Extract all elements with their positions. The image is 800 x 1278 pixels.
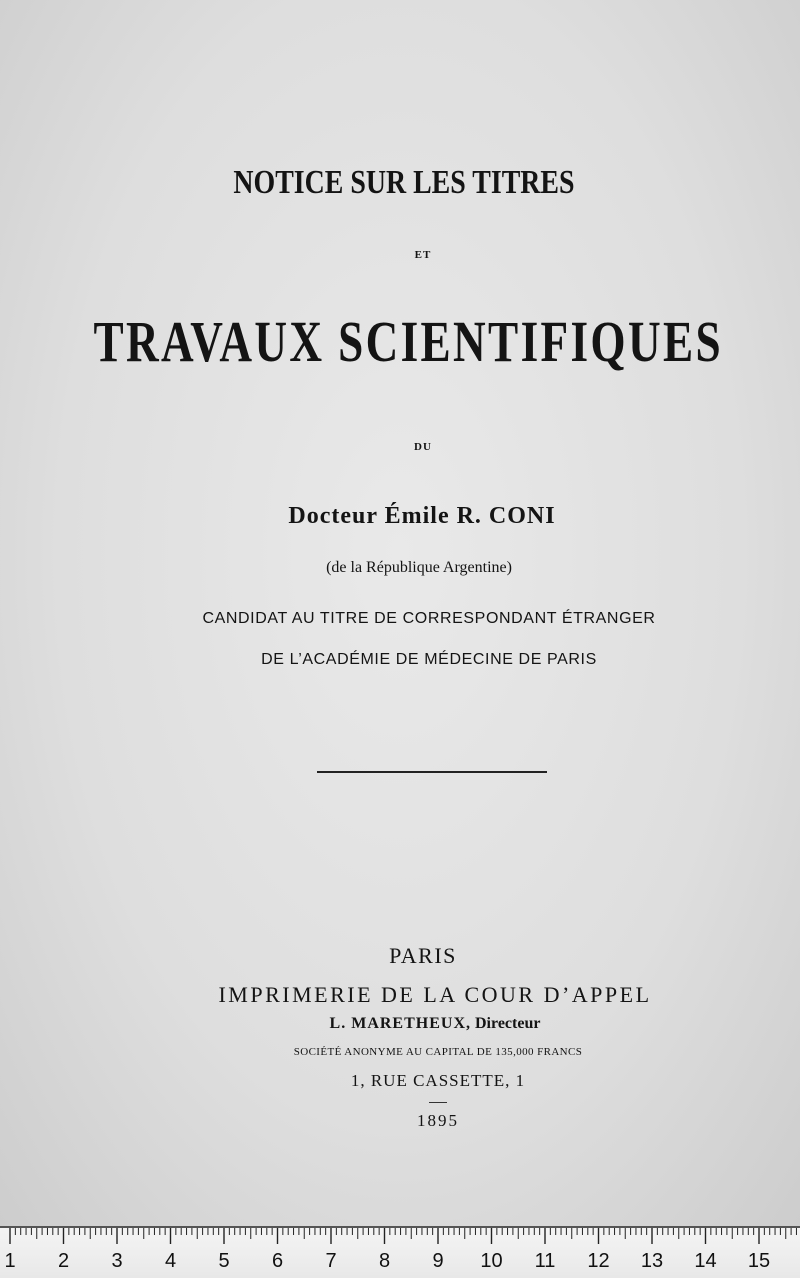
ruler-number: 6 <box>271 1250 284 1272</box>
ruler-number: 9 <box>432 1250 444 1272</box>
imprint-director-role: Directeur <box>475 1015 541 1032</box>
ruler-number: 10 <box>480 1250 503 1272</box>
ruler-number: 1 <box>4 1250 16 1272</box>
ruler-number: 11 <box>534 1250 556 1272</box>
title-line-notice: NOTICE SUR LES TITRES <box>233 164 575 201</box>
ruler-number: 8 <box>378 1250 391 1272</box>
connector-du: DU <box>414 441 432 453</box>
ruler-number: 14 <box>694 1250 717 1272</box>
ruler-number: 12 <box>587 1250 610 1272</box>
imprint-year: 1895 <box>417 1111 459 1130</box>
imprint-director <box>0 1015 800 1033</box>
ruler-number: 3 <box>111 1250 123 1272</box>
ruler-number: 5 <box>218 1250 230 1272</box>
ruler-number: 4 <box>164 1250 177 1272</box>
connector-et: ET <box>414 249 432 261</box>
candidacy-line-2: DE L’ACADÉMIE DE MÉDECINE DE PARIS <box>261 651 597 668</box>
ruler-number: 13 <box>640 1250 664 1272</box>
year-dash <box>429 1102 447 1103</box>
ruler-number: 7 <box>325 1250 337 1272</box>
imprint-address: 1, RUE CASSETTE, 1 <box>350 1071 526 1090</box>
imprint-capital: SOCIÉTÉ ANONYME AU CAPITAL DE 135,000 FRANCS <box>293 1046 583 1058</box>
ruler-number: 2 <box>57 1250 70 1272</box>
title-line-travaux: TRAVAUX SCIENTIFIQUES <box>93 309 723 374</box>
ruler-number: 15 <box>747 1250 771 1272</box>
author-name: Docteur Émile R. CONI <box>288 503 556 529</box>
imprint-director-name: L. MARETHEUX, <box>329 1015 471 1032</box>
candidacy-line-1: CANDIDAT AU TITRE DE CORRESPONDANT ÉTRANGER <box>202 610 656 627</box>
imprint-city: PARIS <box>389 943 457 968</box>
divider-rule <box>317 771 547 773</box>
imprint-printer: IMPRIMERIE DE LA COUR D’APPEL <box>218 982 652 1007</box>
measuring-ruler <box>0 1226 800 1278</box>
author-origin: (de la République Argentine) <box>326 559 512 576</box>
